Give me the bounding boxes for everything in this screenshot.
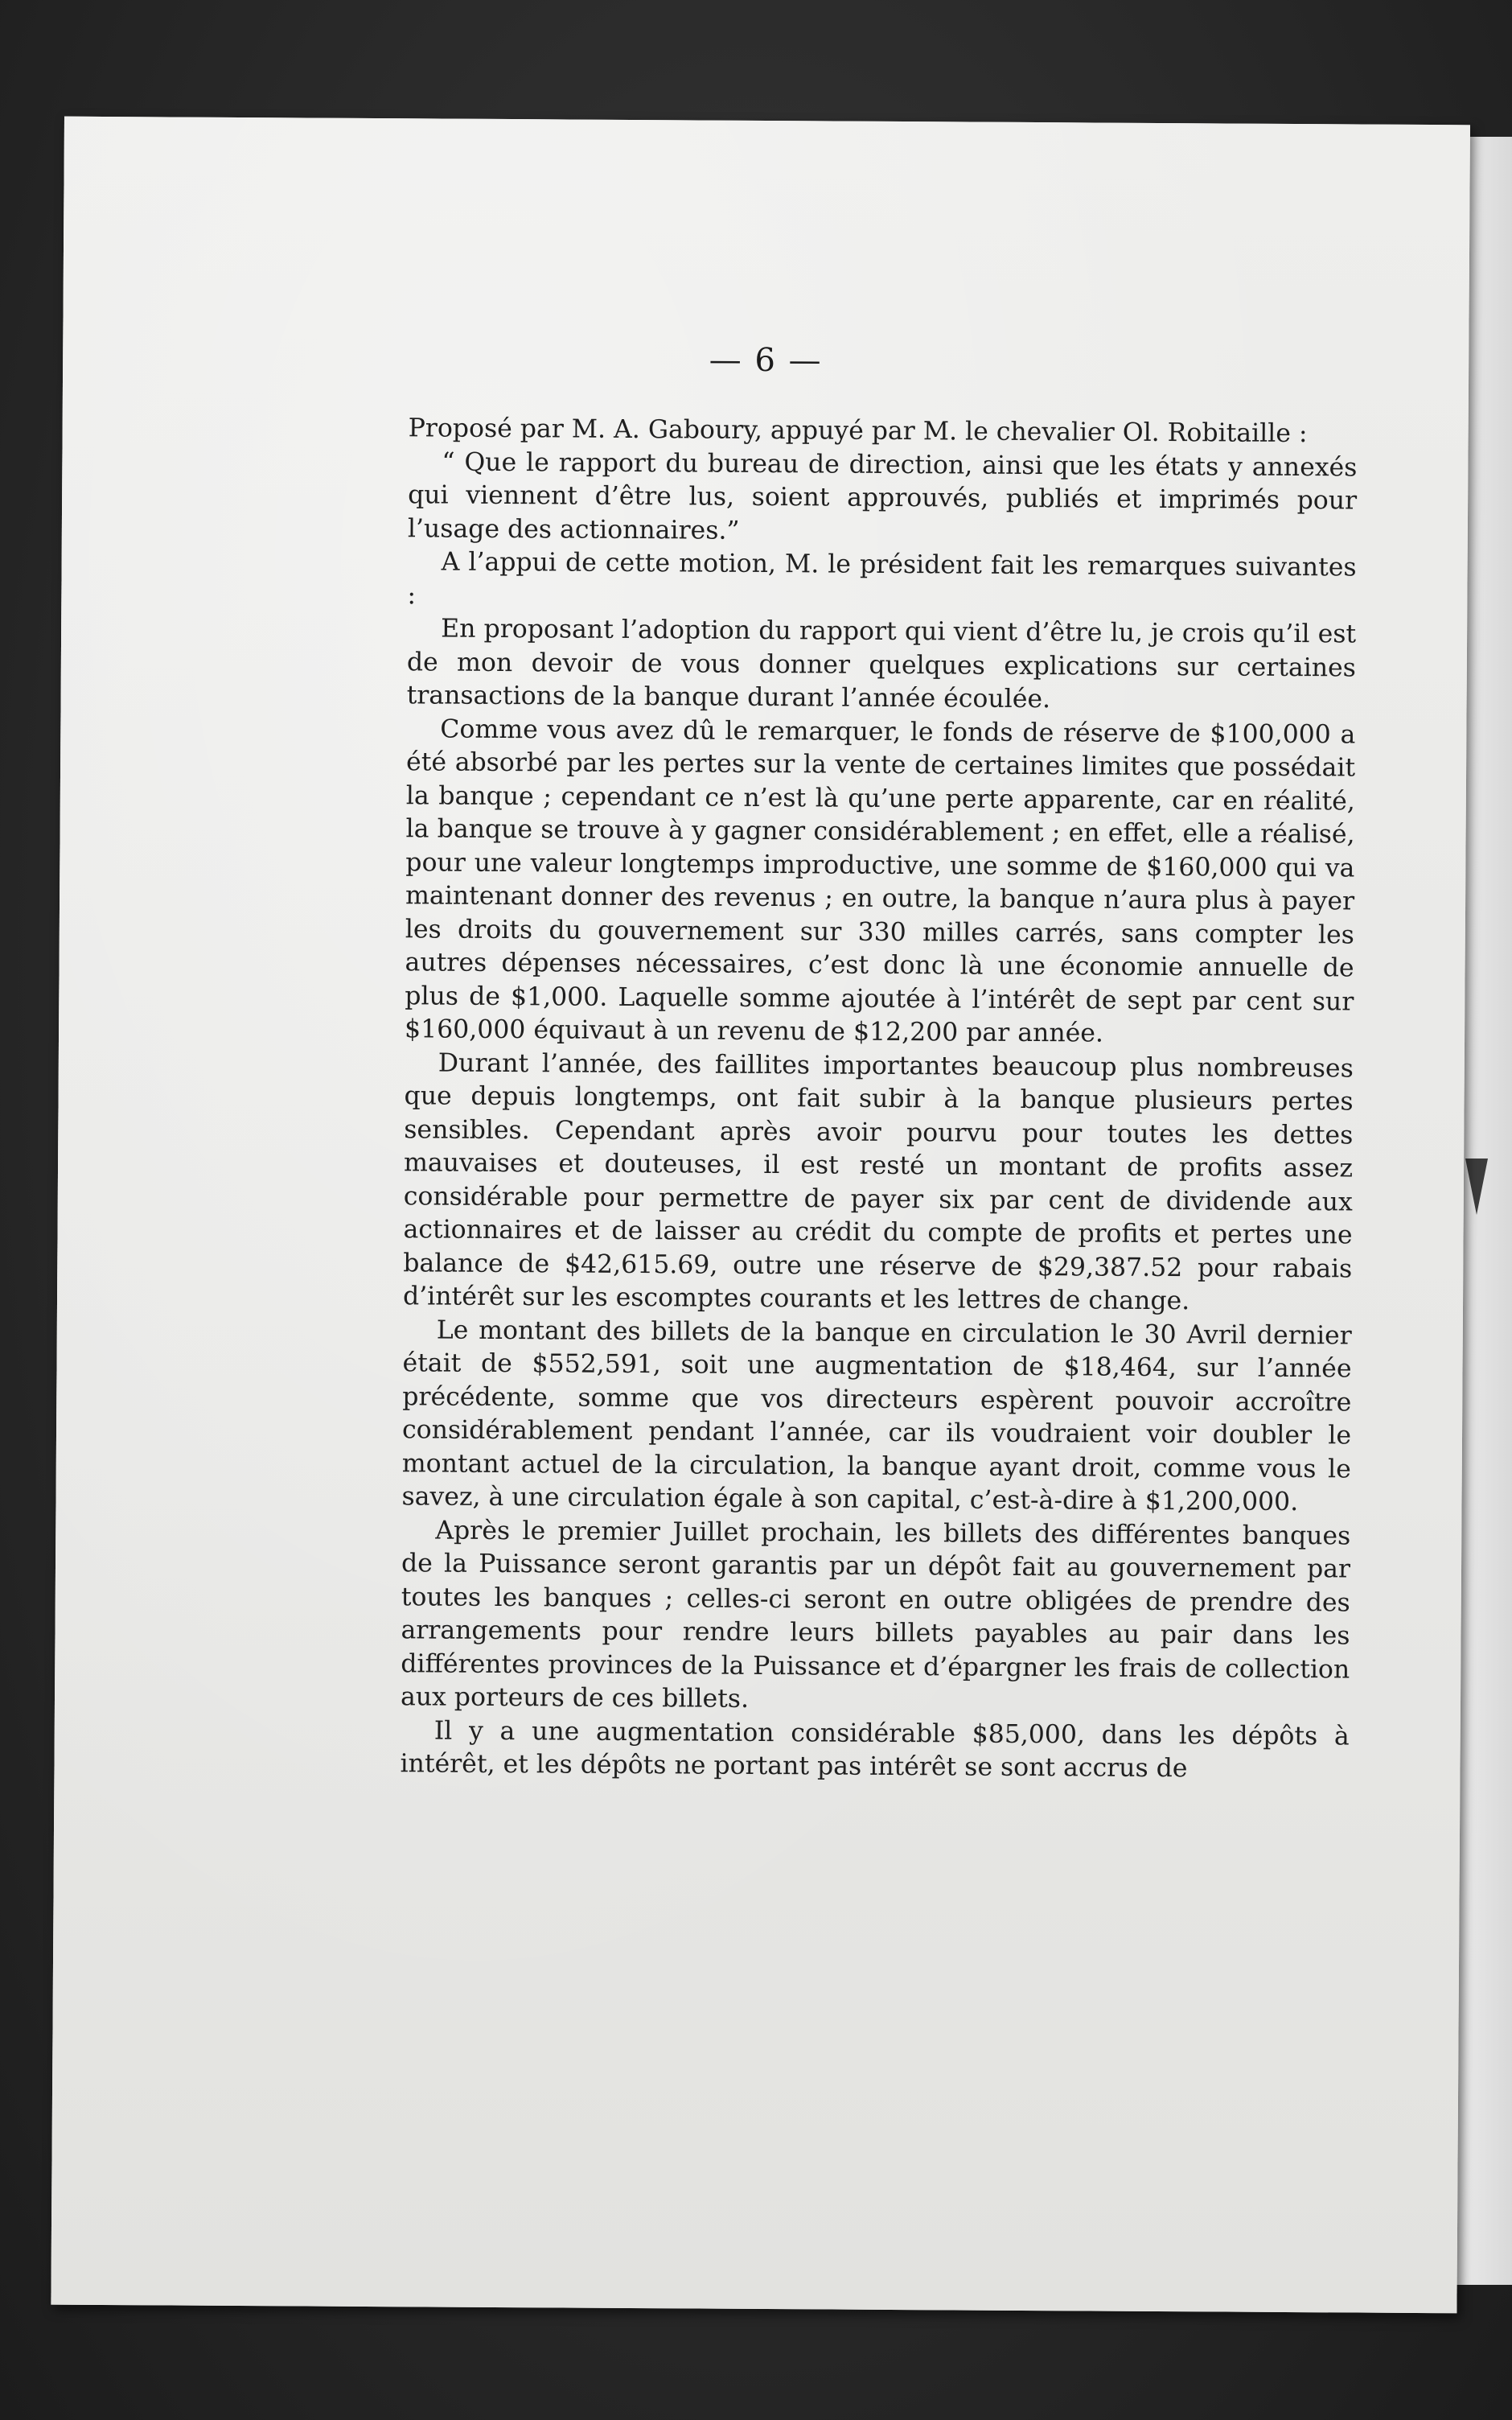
document-page	[51, 117, 1470, 2314]
paragraph-reserve-fund: Comme vous avez dû le remarquer, le fonds de réserve de $100,000 a été absorbé par les pertes sur la vente de certaines limites que possédait la banque ; cependant ce n’est là qu’une perte apparente, car en réalité, la banque se trouve à y gagner considérablement ; en effet, elle a réalisé, pour une valeur longtemps improductive, une somme de $160,000 qui va maintenant donner des revenus ; en outre, la banque n’aura plus à payer les droits du gouvernement sur 330 milles carrés, sans compter les autres dépenses nécessaires, c’est donc là une économie annuelle de plus de $1,000. Laquelle somme ajoutée à l’intérêt de sept par cent sur $160,000 équivaut à un revenu de $12,200 par année.	[404, 714, 1356, 1048]
page-number: — 6 —	[709, 341, 823, 380]
paragraph-guarantee: Après le premier Juillet prochain, les billets des différentes banques de la Puissance seront garantis par un dépôt fait au gouvernement par toutes les banques ; celles-ci seront en outre obligées de prendre des arrangements pour rendre leurs billets payables au pair dans les différentes provinces de la Puissance et d’épargner les frais de collection aux porteurs de ces billets.	[400, 1516, 1351, 1714]
page-edge-mark	[1465, 1159, 1488, 1215]
body-text	[400, 412, 1357, 1787]
paragraph-failures-profits: Durant l’année, des faillites importantes beaucoup plus nombreuses que depuis longtemps, ont fait subir à la banque plusieurs pertes sensibles. Cependant après avoir pourvu pour toutes les dettes mauvaises et douteuses, il est resté un montant de profits assez considérable pour permettre de payer six par cent de dividende aux actionnaires et de laisser au crédit du compte de profits et pertes une balance de $42,615.69, outre une réserve de $29,387.52 pour rabais d’intérêt sur les escomptes courants et les lettres de change.	[402, 1048, 1354, 1316]
paragraph-deposits: Il y a une augmentation considérable $85,000, dans les dépôts à intérêt, et les dépôts ne portant pas intérêt se sont accrus de	[400, 1716, 1350, 1784]
paragraph-circulation: Le montant des billets de la banque en circulation le 30 Avril dernier était de $552,591, soit une augmentation de $18,464, sur l’année précédente, somme que vos directeurs espèrent pouvoir accroître considérablement pendant l’année, car ils voudraient voir doubler le montant actuel de la circulation, la banque ayant droit, comme vous le savez, à une circulation égale à son capital, c’est-à-dire à $1,200,000.	[401, 1315, 1352, 1517]
paragraph-explanations: En proposant l’adoption du rapport qui vient d’être lu, je crois qu’il est de mon devoir de vous donner quelques explications sur certaines transactions de la banque durant l’année écoulée.	[406, 614, 1357, 714]
paragraph-motion: Proposé par M. A. Gaboury, appuyé par M. le chevalier Ol. Robitaille :	[408, 414, 1308, 449]
paragraph-resolution-quote: “ Que le rapport du bureau de direction, ainsi que les états y annexés qui viennent d’être lus, soient approuvés, publiés et imprimés pour l’usage des actionnaires.”	[407, 447, 1358, 545]
paragraph-president-intro: A l’appui de cette motion, M. le président fait les remarques suivantes :	[407, 547, 1357, 610]
